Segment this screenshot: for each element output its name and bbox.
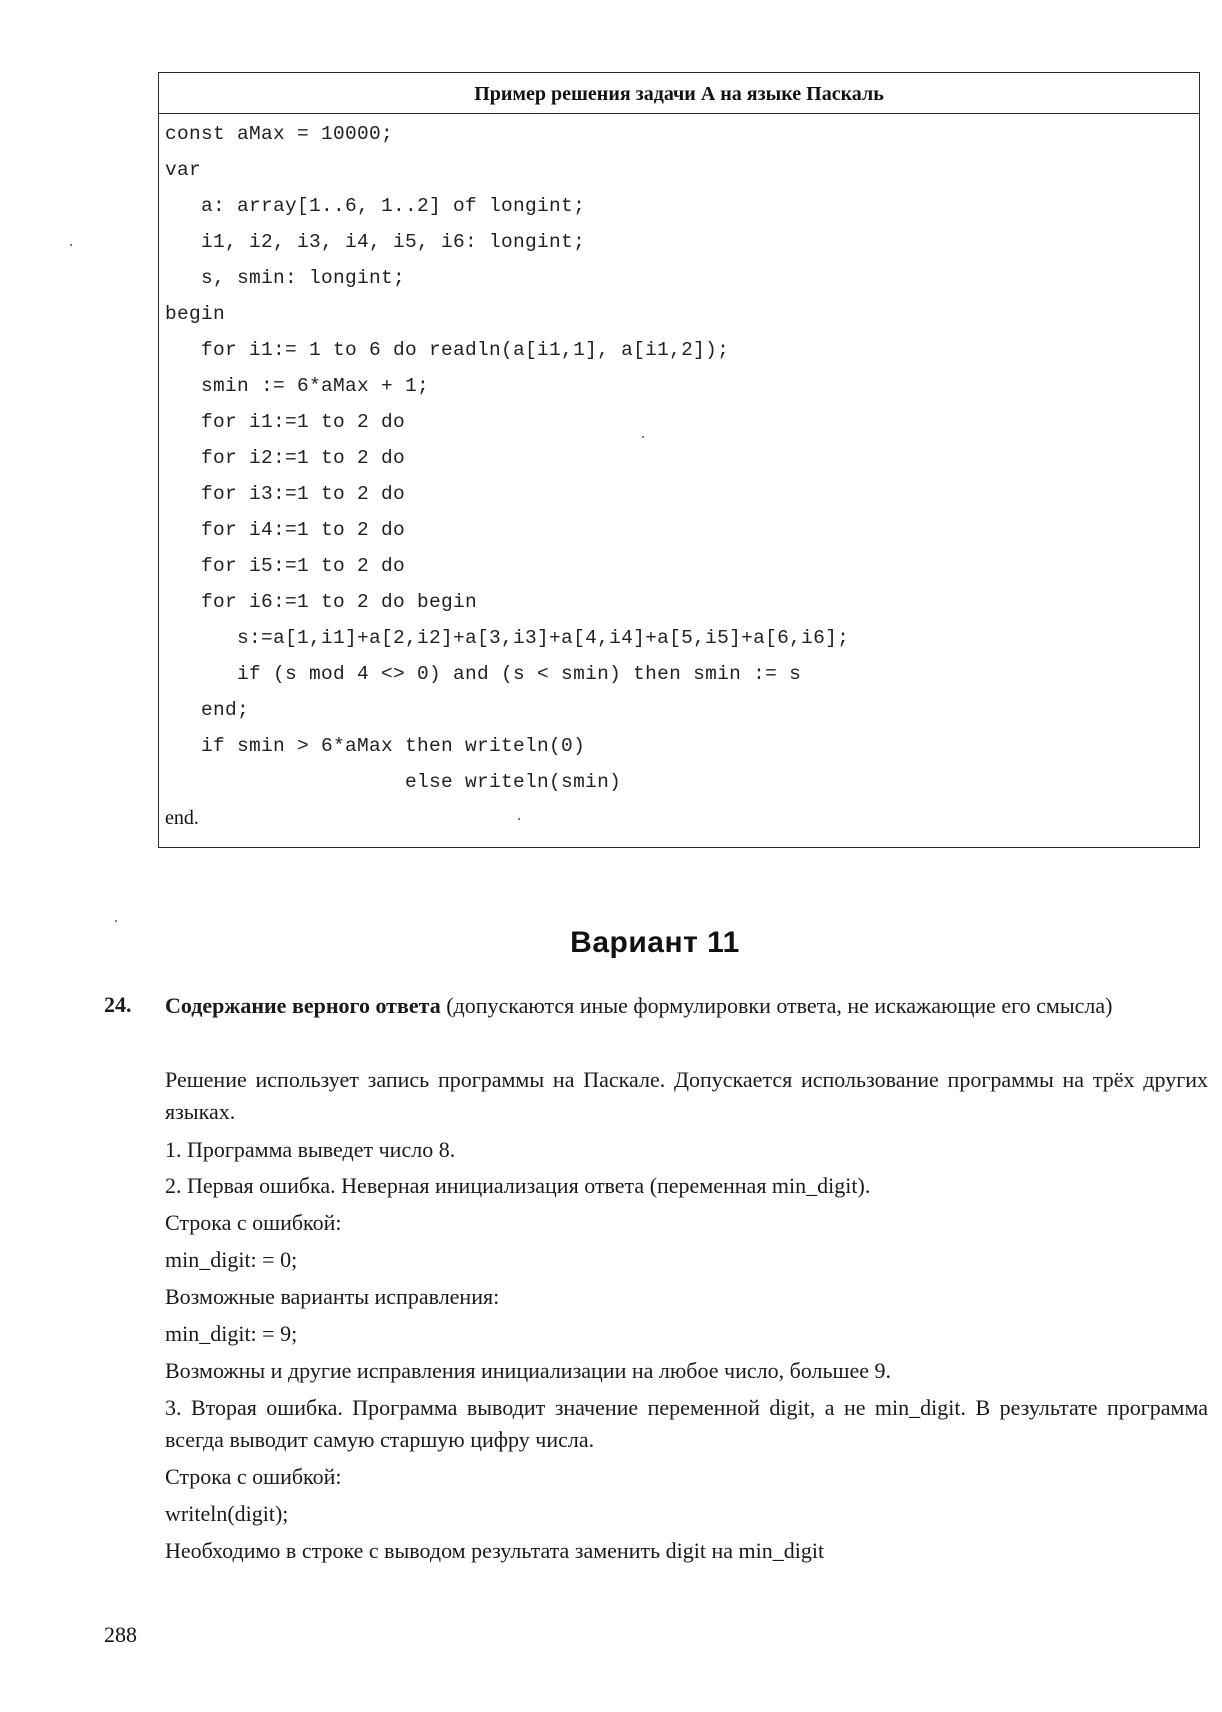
- code-line: for i1:= 1 to 6 do readln(a[i1,1], a[i1,2]);: [165, 339, 730, 361]
- answer-paragraph: Строка с ошибкой:: [165, 1464, 342, 1489]
- code-line: smin := 6*aMax + 1;: [165, 375, 430, 397]
- scan-speck: [115, 920, 117, 922]
- code-line: for i2:=1 to 2 do: [165, 447, 406, 469]
- code-line: for i5:=1 to 2 do: [165, 555, 406, 577]
- code-line: if (s mod 4 <> 0) and (s < smin) then smin := s: [165, 663, 802, 685]
- code-line: const aMax = 10000;: [165, 123, 394, 145]
- answer-paragraph: Необходимо в строке с выводом результата заменить digit на min_digit: [165, 1538, 825, 1563]
- task-heading: [165, 990, 1208, 1022]
- answer-paragraph: Строка с ошибкой:: [165, 1210, 342, 1235]
- code-line: for i4:=1 to 2 do: [165, 519, 406, 541]
- pascal-code-box: [158, 72, 1200, 848]
- answer-paragraph: 2. Первая ошибка. Неверная инициализация ответа (переменная min_digit).: [165, 1173, 871, 1198]
- answer-paragraph: writeln(digit);: [165, 1501, 289, 1526]
- answer-paragraph: min_digit: = 0;: [165, 1247, 298, 1272]
- task-number: 24.: [104, 992, 132, 1017]
- code-line: var: [165, 159, 202, 181]
- answer-paragraph: 3. Вторая ошибка. Программа выводит значение переменной digit, а не min_digit. В результате программа всегда выводит самую старшую цифру числа.: [165, 1395, 1208, 1452]
- page-number: 288: [104, 1622, 137, 1647]
- code-box-header: Пример решения задачи А на языке Паскаль: [159, 73, 1199, 114]
- code-line: else writeln(smin): [165, 771, 622, 793]
- answer-paragraph: Возможные варианты исправления:: [165, 1284, 500, 1309]
- code-line: a: array[1..6, 1..2] of longint;: [165, 195, 586, 217]
- code-line: for i6:=1 to 2 do begin: [165, 591, 478, 613]
- code-line: begin: [165, 303, 226, 325]
- code-line: for i1:=1 to 2 do: [165, 411, 406, 433]
- task-heading-bold: Содержание верного ответа: [165, 993, 441, 1018]
- code-line: if smin > 6*aMax then writeln(0): [165, 735, 586, 757]
- code-line: end;: [165, 699, 250, 721]
- scan-speck: [518, 818, 520, 820]
- task-heading-rest: (допускаются иные формулировки ответа, не искажающие его смысла): [440, 993, 1113, 1018]
- code-end-line: end.: [165, 807, 199, 829]
- code-line: i1, i2, i3, i4, i5, i6: longint;: [165, 231, 586, 253]
- code-line: s, smin: longint;: [165, 267, 406, 289]
- code-line: for i3:=1 to 2 do: [165, 483, 406, 505]
- scan-speck: [642, 436, 644, 438]
- scan-speck: [70, 244, 72, 246]
- answer-paragraph: Возможны и другие исправления инициализации на любое число, большее 9.: [165, 1358, 891, 1383]
- variant-title: Вариант 11: [570, 926, 740, 959]
- answer-paragraph: Решение использует запись программы на Паскале. Допускается использование программы на трёх других языках.: [165, 1067, 1208, 1124]
- answer-paragraph: 1. Программа выведет число 8.: [165, 1137, 456, 1162]
- code-line: s:=a[1,i1]+a[2,i2]+a[3,i3]+a[4,i4]+a[5,i5]+a[6,i6];: [165, 627, 850, 649]
- answer-paragraph: min_digit: = 9;: [165, 1321, 298, 1346]
